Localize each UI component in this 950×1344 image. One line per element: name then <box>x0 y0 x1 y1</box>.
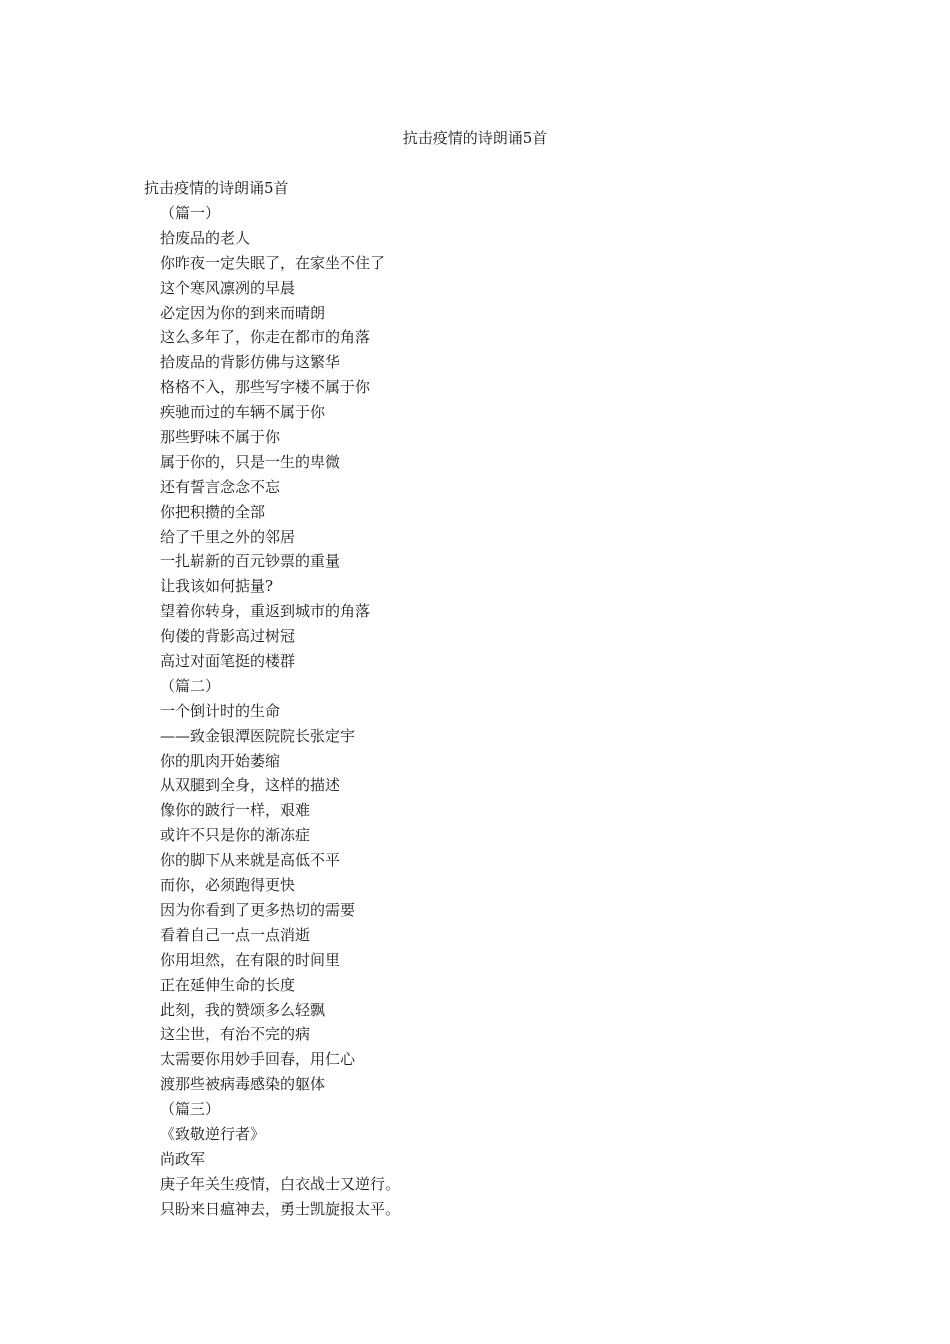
poem-line: 一扎崭新的百元钞票的重量 <box>160 552 341 571</box>
poem-line: 让我该如何掂量? <box>160 577 274 596</box>
poem-line: 渡那些被病毒感染的躯体 <box>160 1075 326 1094</box>
poem-line: 望着你转身，重返到城市的角落 <box>160 602 371 621</box>
poem-line: 还有誓言念念不忘 <box>160 477 281 496</box>
poem-line: 尚政军 <box>160 1149 206 1168</box>
document-subtitle: 抗击疫情的诗朗诵5首 <box>144 179 289 197</box>
poem-line: 属于你的，只是一生的卑微 <box>160 452 341 471</box>
poem-line: （篇三） <box>160 1100 221 1119</box>
poem-line: 给了千里之外的邻居 <box>160 527 296 546</box>
poem-line: 太需要你用妙手回春，用仁心 <box>160 1050 356 1069</box>
poem-line: 高过对面笔挺的楼群 <box>160 652 296 671</box>
poem-line: 你的脚下从来就是高低不平 <box>160 851 341 870</box>
poem-line: 疾驰而过的车辆不属于你 <box>160 403 326 422</box>
poem-line: 一个倒计时的生命 <box>160 701 281 720</box>
poem-line: 这么多年了，你走在都市的角落 <box>160 328 371 347</box>
poem-line: 从双腿到全身，这样的描述 <box>160 776 341 795</box>
poem-line: 正在延伸生命的长度 <box>160 975 296 994</box>
poem-line: 庚子年关生疫情，白衣战士又逆行。 <box>160 1174 401 1193</box>
poem-line: 你用坦然，在有限的时间里 <box>160 950 341 969</box>
poem-line: 拾废品的背影仿佛与这繁华 <box>160 353 341 372</box>
poem-line: （篇二） <box>160 676 221 695</box>
poem-line: 或许不只是你的渐冻症 <box>160 826 311 845</box>
poem-line: 像你的跛行一样，艰难 <box>160 801 311 820</box>
poem-line: 那些野味不属于你 <box>160 428 281 447</box>
poem-line: 此刻，我的赞颂多么轻飘 <box>160 1000 326 1019</box>
poem-line: 佝偻的背影高过树冠 <box>160 627 296 646</box>
poem-line: 你昨夜一定失眠了，在家坐不住了 <box>160 253 386 272</box>
poem-lines <box>160 201 400 1222</box>
poem-line: 这尘世，有治不完的病 <box>160 1025 311 1044</box>
document-title: 抗击疫情的诗朗诵5首 <box>402 129 548 147</box>
poem-line: 你的肌肉开始萎缩 <box>160 751 281 770</box>
poem-line: 看着自己一点一点消逝 <box>160 925 311 944</box>
poem-line: 格格不入，那些写字楼不属于你 <box>160 378 371 397</box>
poem-line: 只盼来日瘟神去，勇士凯旋报太平。 <box>160 1199 401 1218</box>
poem-line: 而你，必须跑得更快 <box>160 876 296 895</box>
poem-line: 《致敬逆行者》 <box>160 1124 266 1143</box>
poem-line: 必定因为你的到来而晴朗 <box>160 303 326 322</box>
poem-line: 你把积攒的全部 <box>160 502 266 521</box>
poem-line: 因为你看到了更多热切的需要 <box>160 900 356 919</box>
poem-line: （篇一） <box>160 204 221 222</box>
poem-line: 拾废品的老人 <box>160 228 251 247</box>
poem-line: 这个寒风凛冽的早晨 <box>160 278 296 297</box>
poem-line: ——致金银潭医院院长张定宇 <box>160 726 356 745</box>
